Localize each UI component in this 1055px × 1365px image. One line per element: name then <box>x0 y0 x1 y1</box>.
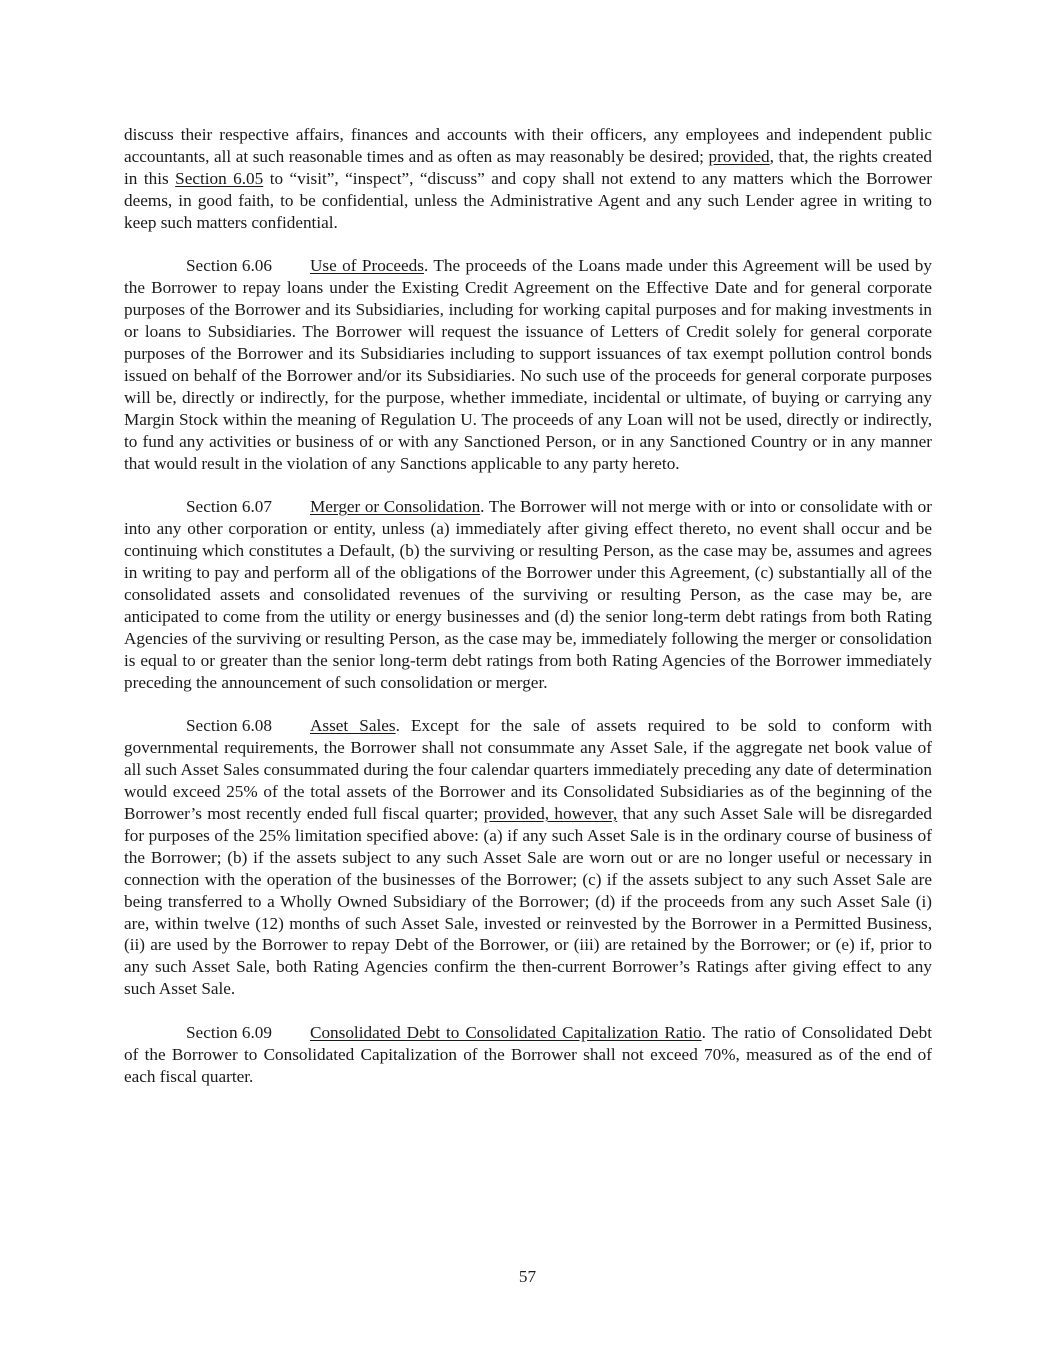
section-body: . The ratio of Consolidated Debt of the Borrower to Consolidated Capitalization of the Borrower shall not exceed 70%, measured as of the end of each fiscal quarter. <box>124 1023 932 1086</box>
section-reference-6-05: Section 6.05 <box>175 168 264 188</box>
provided-term: provided <box>708 146 770 166</box>
section-heading: Merger or Consolidation <box>310 497 481 517</box>
paragraph-text: discuss their respective affairs, finances and accounts with their officers, any employees and independent public accountants, all at such reasonable times and as often as may reasonably be desired; <box>124 125 932 166</box>
section-heading: Consolidated Debt to Consolidated Capitalization Ratio <box>310 1023 702 1043</box>
section-6-09 <box>124 1022 932 1088</box>
section-number: Section 6.07 <box>186 497 272 517</box>
proviso-term: provided, however, <box>483 804 618 824</box>
section-body: . Except for the sale of assets required to be sold to conform with governmental requirements, the Borrower shall not consummate any Asset Sale, if the aggregate net book value of all such Asset Sales consummated during the four calendar quarters immediately preceding any date of determination would exceed 25% of the total assets of the Borrower and its Consolidated Subsidiaries as of the beginning of the Borrower’s most recently ended full fiscal quarter; <box>124 716 932 824</box>
section-number: Section 6.08 <box>186 716 272 736</box>
paragraph-continuation <box>124 124 932 234</box>
section-6-08 <box>124 715 932 1000</box>
section-heading: Asset Sales <box>310 716 396 736</box>
section-6-07 <box>124 496 932 693</box>
section-number: Section 6.09 <box>186 1023 272 1043</box>
paragraph-text: , that, the rights created in this <box>124 146 933 188</box>
paragraph-text: to “visit”, “inspect”, “discuss” and copy shall not extend to any matters which the Borrower deems, in good faith, to be confidential, unless the Administrative Agent and any such Lender agree in writing to keep such matters confidential. <box>124 168 933 232</box>
section-body: that any such Asset Sale will be disregarded for purposes of the 25% limitation specified above: (a) if any such Asset Sale is in the ordinary course of business of the Borrower; (b) if the assets subject to any such Asset Sale are worn out or are no longer useful or necessary in connection with the operation of the businesses of the Borrower; (c) if the assets subject to any such Asset Sale are being transferred to a Wholly Owned Subsidiary of the Borrower; (d) if the proceeds from any such Asset Sale (i) are, within twelve (12) months of such Asset Sale, invested or reinvested by the Borrower in a Permitted Business, (ii) are used by the Borrower to repay Debt of the Borrower, or (iii) are retained by the Borrower; or (e) if, prior to any such Asset Sale, both Rating Agencies confirm the then-current Borrower’s Ratings after giving effect to any such Asset Sale. <box>124 804 932 999</box>
section-heading: Use of Proceeds <box>310 256 424 276</box>
section-6-06 <box>124 255 932 474</box>
document-page <box>124 124 932 1110</box>
section-number: Section 6.06 <box>186 256 272 276</box>
page-number: 57 <box>518 1267 537 1286</box>
section-body: . The Borrower will not merge with or into or consolidate with or into any other corporation or entity, unless (a) immediately after giving effect thereto, no event shall occur and be continuing which constitutes a Default, (b) the surviving or resulting Person, as the case may be, assumes and agrees in writing to pay and perform all of the obligations of the Borrower under this Agreement, (c) substantially all of the consolidated assets and consolidated revenues of the surviving or resulting Person, as the case may be, are anticipated to come from the utility or energy businesses and (d) the senior long-term debt ratings from both Rating Agencies of the surviving or resulting Person, as the case may be, immediately following the merger or consolidation is equal to or greater than the senior long-term debt ratings from both Rating Agencies of the Borrower immediately preceding the announcement of such consolidation or merger. <box>124 497 932 692</box>
section-body: . The proceeds of the Loans made under this Agreement will be used by the Borrower to repay loans under the Existing Credit Agreement on the Effective Date and for general corporate purposes of the Borrower and its Subsidiaries, including for working capital purposes and for making investments in or loans to Subsidiaries. The Borrower will request the issuance of Letters of Credit solely for general corporate purposes of the Borrower and its Subsidiaries including to support issuances of tax exempt pollution control bonds issued on behalf of the Borrower and/or its Subsidiaries. No such use of the proceeds for general corporate purposes will be, directly or indirectly, for the purpose, whether immediate, incidental or ultimate, of buying or carrying any Margin Stock within the meaning of Regulation U. The proceeds of any Loan will not be used, directly or indirectly, to fund any activities or business of or with any Sanctioned Person, or in any Sanctioned Country or in any manner that would result in the violation of any Sanctions applicable to any party hereto. <box>124 256 932 473</box>
